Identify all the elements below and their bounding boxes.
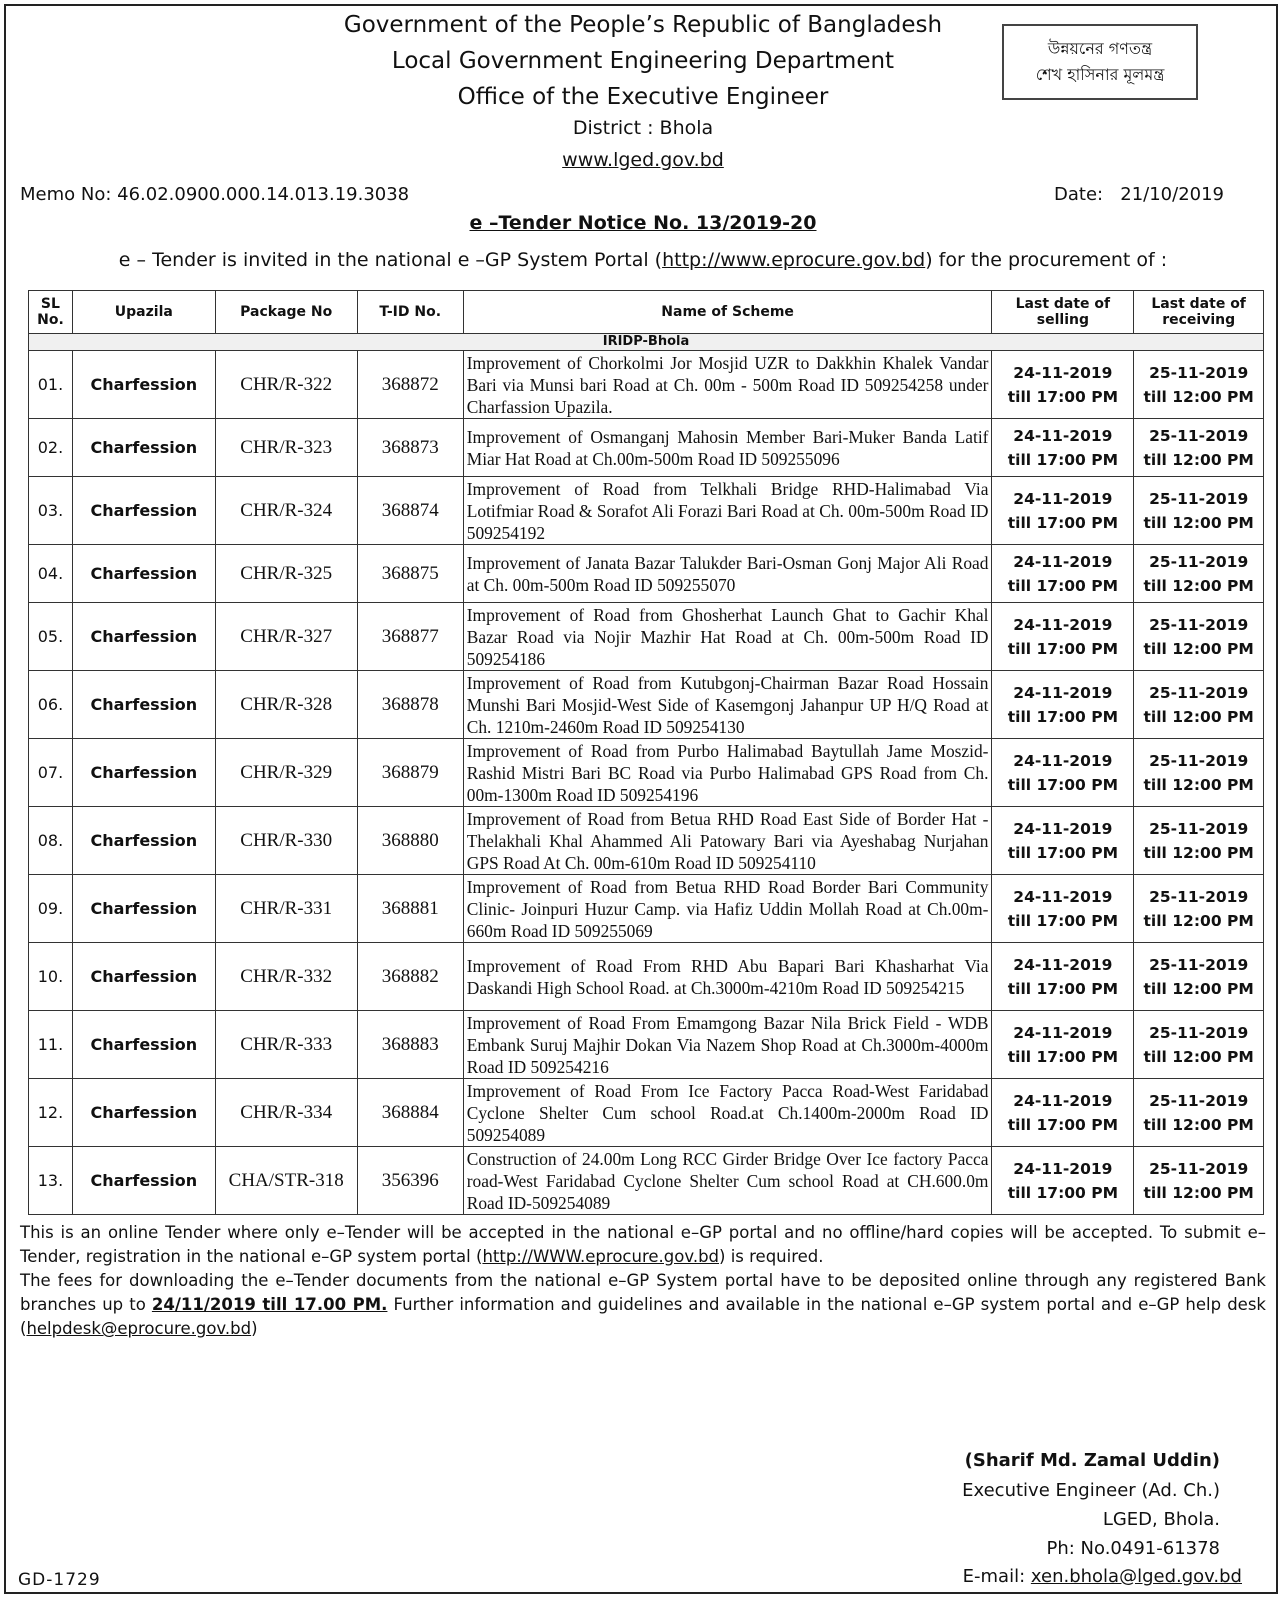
cell-scheme: Improvement of Road from Kutubgonj-Chairman Bazar Road Hossain Munshi Bari Mosjid-West Side of Kasemgonj Jahanpur UP H/Q Road at Ch. 1210m-2460m Road ID 509254130 [463, 671, 992, 739]
cell-tid: 368880 [357, 807, 463, 875]
cell-selling [992, 1079, 1134, 1147]
cell-selling [992, 477, 1134, 545]
eprocure-link[interactable]: http://www.eprocure.gov.bd [662, 249, 926, 271]
cell-selling-time: till 17:00 PM [1007, 450, 1119, 469]
cell-package: CHR/R-322 [215, 351, 357, 419]
group-label: IRIDP-Bhola [29, 334, 1264, 351]
cell-sl: 02. [29, 419, 73, 477]
cell-selling-date: 24-11-2019 [1013, 1159, 1113, 1178]
cell-receiving-time: till 12:00 PM [1143, 775, 1254, 794]
cell-sl: 05. [29, 603, 73, 671]
footer-eprocure-link[interactable]: http://WWW.eprocure.gov.bd [482, 1247, 720, 1266]
cell-selling [992, 419, 1134, 477]
col-header-package: Package No [215, 291, 357, 334]
signatory-email-line [842, 1566, 1242, 1587]
cell-receiving-time: till 12:00 PM [1143, 979, 1254, 998]
cell-scheme: Improvement of Road From Emamgong Bazar Nila Brick Field - WDB Embank Suruj Majhir Dokan Via Nazem Shop Road at Ch.3000m-4000m Road ID 509254216 [463, 1011, 992, 1079]
cell-receiving-time: till 12:00 PM [1143, 1047, 1254, 1066]
cell-receiving [1134, 671, 1264, 739]
cell-scheme: Improvement of Road from Betua RHD Road Border Bari Community Clinic- Joinpuri Huzur Camp. via Hafiz Uddin Mollah Road at Ch.00m-660m Road ID 509255069 [463, 875, 992, 943]
cell-receiving-date: 25-11-2019 [1149, 1023, 1249, 1042]
cell-receiving [1134, 875, 1264, 943]
cell-selling-date: 24-11-2019 [1013, 751, 1113, 770]
col-header-upazila: Upazila [72, 291, 215, 334]
footer-p2-more: Further information and guidelines and available in the national e–GP system portal and e–GP help desk ( [20, 1295, 1266, 1338]
cell-sl: 10. [29, 943, 73, 1011]
cell-scheme: Construction of 24.00m Long RCC Girder Bridge Over Ice factory Pacca road-West Faridabad Cyclone Shelter Cum school Road at CH.600.0m Road ID-509254089 [463, 1147, 992, 1215]
cell-package: CHR/R-323 [215, 419, 357, 477]
cell-selling [992, 351, 1134, 419]
cell-tid: 368878 [357, 671, 463, 739]
table-row [29, 739, 1264, 807]
cell-tid: 368872 [357, 351, 463, 419]
cell-receiving [1134, 1147, 1264, 1215]
cell-receiving [1134, 807, 1264, 875]
intro-text [0, 249, 1286, 271]
cell-package: CHR/R-330 [215, 807, 357, 875]
cell-receiving-date: 25-11-2019 [1149, 489, 1249, 508]
table-row [29, 1079, 1264, 1147]
cell-selling [992, 807, 1134, 875]
footer-p1-text: This is an online Tender where only e–Tender will be accepted in the national e–GP portal and no offline/hard copies will be accepted. To submit e–Tender, registration in the national e–GP system portal ( [20, 1223, 1266, 1266]
cell-upazila: Charfession [72, 603, 215, 671]
cell-receiving-date: 25-11-2019 [1149, 683, 1249, 702]
cell-selling-time: till 17:00 PM [1007, 1047, 1119, 1066]
cell-receiving-date: 25-11-2019 [1149, 887, 1249, 906]
cell-tid: 368875 [357, 545, 463, 603]
header-department: Local Government Engineering Department [391, 48, 895, 74]
cell-receiving-date: 25-11-2019 [1149, 426, 1249, 445]
cell-selling-date: 24-11-2019 [1013, 955, 1113, 974]
cell-receiving-time: till 12:00 PM [1143, 1115, 1254, 1134]
cell-package: CHA/STR-318 [215, 1147, 357, 1215]
cell-upazila: Charfession [72, 1011, 215, 1079]
cell-selling-time: till 17:00 PM [1007, 576, 1119, 595]
gd-code: GD-1729 [18, 1570, 101, 1590]
tender-table [28, 290, 1264, 1215]
cell-upazila: Charfession [72, 1079, 215, 1147]
intro-post: ) for the procurement of : [925, 249, 1168, 271]
cell-package: CHR/R-327 [215, 603, 357, 671]
cell-tid: 368883 [357, 1011, 463, 1079]
website-link[interactable]: www.lged.gov.bd [562, 149, 724, 171]
footer-paragraph-1 [20, 1221, 1266, 1269]
cell-receiving-date: 25-11-2019 [1149, 751, 1249, 770]
cell-selling-date: 24-11-2019 [1013, 489, 1113, 508]
signatory-email-link[interactable]: xen.bhola@lged.gov.bd [1030, 1566, 1242, 1587]
cell-receiving-time: till 12:00 PM [1143, 707, 1254, 726]
signatory-name: (Sharif Md. Zamal Uddin) [964, 1450, 1220, 1471]
cell-sl: 12. [29, 1079, 73, 1147]
cell-receiving-time: till 12:00 PM [1143, 450, 1254, 469]
cell-tid: 368881 [357, 875, 463, 943]
cell-sl: 04. [29, 545, 73, 603]
cell-upazila: Charfession [72, 351, 215, 419]
cell-receiving [1134, 351, 1264, 419]
cell-selling-date: 24-11-2019 [1013, 426, 1113, 445]
cell-scheme: Improvement of Road from Betua RHD Road East Side of Border Hat -Thelakhali Khal Ahammed Ali Patowary Bari via Ayeshabag Nurjahan GPS Road At Ch. 00m-610m Road ID 509254110 [463, 807, 992, 875]
cell-upazila: Charfession [72, 1147, 215, 1215]
col-header-tid: T-ID No. [357, 291, 463, 334]
cell-sl: 11. [29, 1011, 73, 1079]
cell-selling-time: till 17:00 PM [1007, 979, 1119, 998]
cell-scheme: Improvement of Road From RHD Abu Bapari Bari Khasharhat Via Daskandi High School Road. at Ch.3000m-4210m Road ID 509254215 [463, 943, 992, 1011]
cell-selling-date: 24-11-2019 [1013, 1023, 1113, 1042]
cell-receiving [1134, 545, 1264, 603]
cell-tid: 356396 [357, 1147, 463, 1215]
cell-selling-time: till 17:00 PM [1007, 911, 1119, 930]
cell-selling-date: 24-11-2019 [1013, 552, 1113, 571]
cell-package: CHR/R-332 [215, 943, 357, 1011]
cell-receiving-date: 25-11-2019 [1149, 819, 1249, 838]
cell-selling-time: till 17:00 PM [1007, 1115, 1119, 1134]
cell-selling [992, 739, 1134, 807]
header-government: Government of the People’s Republic of Bangladesh [343, 12, 943, 38]
table-header-row [29, 291, 1264, 334]
cell-tid: 368879 [357, 739, 463, 807]
col-header-selling: Last date of selling [992, 291, 1134, 334]
cell-selling-date: 24-11-2019 [1013, 363, 1113, 382]
header-website-line [0, 149, 1286, 171]
cell-receiving-time: till 12:00 PM [1143, 911, 1254, 930]
col-header-scheme: Name of Scheme [463, 291, 992, 334]
cell-selling-time: till 17:00 PM [1007, 639, 1119, 658]
cell-selling-time: till 17:00 PM [1007, 843, 1119, 862]
notice-date: Date: 21/10/2019 [1054, 184, 1224, 205]
cell-upazila: Charfession [72, 419, 215, 477]
cell-selling [992, 1011, 1134, 1079]
cell-receiving-date: 25-11-2019 [1149, 363, 1249, 382]
cell-upazila: Charfession [72, 739, 215, 807]
cell-receiving-time: till 12:00 PM [1143, 387, 1254, 406]
table-row [29, 875, 1264, 943]
slogan-line-1: উন্নয়নের গণতন্ত্র [1047, 39, 1153, 58]
cell-selling [992, 943, 1134, 1011]
cell-sl: 08. [29, 807, 73, 875]
cell-sl: 09. [29, 875, 73, 943]
cell-selling-time: till 17:00 PM [1007, 775, 1119, 794]
cell-receiving-date: 25-11-2019 [1149, 1159, 1249, 1178]
cell-receiving-date: 25-11-2019 [1149, 615, 1249, 634]
table-row [29, 603, 1264, 671]
cell-package: CHR/R-325 [215, 545, 357, 603]
cell-selling-time: till 17:00 PM [1007, 513, 1119, 532]
footer-p2-end: ) [251, 1319, 258, 1338]
col-header-receiving: Last date of receiving [1134, 291, 1264, 334]
cell-selling-date: 24-11-2019 [1013, 1091, 1113, 1110]
table-row [29, 351, 1264, 419]
cell-receiving [1134, 1079, 1264, 1147]
group-row [29, 334, 1264, 351]
cell-selling-date: 24-11-2019 [1013, 887, 1113, 906]
cell-tid: 368884 [357, 1079, 463, 1147]
table-row [29, 419, 1264, 477]
cell-scheme: Improvement of Janata Bazar Talukder Bari-Osman Gonj Major Ali Road at Ch. 00m-500m Road ID 509255070 [463, 545, 992, 603]
cell-upazila: Charfession [72, 875, 215, 943]
cell-receiving [1134, 419, 1264, 477]
table-row [29, 545, 1264, 603]
cell-receiving-time: till 12:00 PM [1143, 1183, 1254, 1202]
header-office: Office of the Executive Engineer [457, 84, 829, 110]
cell-sl: 06. [29, 671, 73, 739]
cell-package: CHR/R-334 [215, 1079, 357, 1147]
cell-sl: 03. [29, 477, 73, 545]
table-row [29, 943, 1264, 1011]
email-label: E-mail: [962, 1566, 1031, 1587]
table-row [29, 1147, 1264, 1215]
cell-receiving [1134, 943, 1264, 1011]
cell-selling [992, 545, 1134, 603]
intro-pre: e – Tender is invited in the national e –GP System Portal ( [118, 249, 663, 271]
cell-selling-time: till 17:00 PM [1007, 707, 1119, 726]
table-row [29, 477, 1264, 545]
cell-package: CHR/R-329 [215, 739, 357, 807]
cell-package: CHR/R-324 [215, 477, 357, 545]
cell-upazila: Charfession [72, 477, 215, 545]
header-district: District : Bhola [572, 117, 714, 139]
cell-selling-time: till 17:00 PM [1007, 387, 1119, 406]
cell-selling [992, 671, 1134, 739]
cell-tid: 368873 [357, 419, 463, 477]
signatory-designation: Executive Engineer (Ad. Ch.) [962, 1480, 1220, 1501]
col-header-sl: SL No. [29, 291, 73, 334]
signatory-office: LGED, Bhola. [1102, 1509, 1220, 1530]
cell-selling [992, 603, 1134, 671]
cell-selling [992, 1147, 1134, 1215]
cell-package: CHR/R-328 [215, 671, 357, 739]
cell-selling-time: till 17:00 PM [1007, 1183, 1119, 1202]
cell-upazila: Charfession [72, 943, 215, 1011]
cell-receiving [1134, 1011, 1264, 1079]
cell-selling-date: 24-11-2019 [1013, 683, 1113, 702]
cell-scheme: Improvement of Road from Telkhali Bridge RHD-Halimabad Via Lotifmiar Road & Sorafot Ali Forazi Bari Road at Ch. 00m-500m Road ID 509254192 [463, 477, 992, 545]
cell-package: CHR/R-331 [215, 875, 357, 943]
memo-number: Memo No: 46.02.0900.000.14.013.19.3038 [20, 184, 410, 205]
cell-sl: 01. [29, 351, 73, 419]
footer-paragraph-2 [20, 1269, 1266, 1341]
cell-package: CHR/R-333 [215, 1011, 357, 1079]
cell-sl: 07. [29, 739, 73, 807]
cell-receiving-date: 25-11-2019 [1149, 552, 1249, 571]
table-row [29, 671, 1264, 739]
cell-selling-date: 24-11-2019 [1013, 819, 1113, 838]
table-row [29, 807, 1264, 875]
cell-receiving-time: till 12:00 PM [1143, 576, 1254, 595]
cell-tid: 368882 [357, 943, 463, 1011]
footer-p1-end: ) is required. [719, 1247, 824, 1266]
table-row [29, 1011, 1264, 1079]
cell-upazila: Charfession [72, 545, 215, 603]
cell-scheme: Improvement of Road from Ghosherhat Launch Ghat to Gachir Khal Bazar Road via Nojir Mazhir Hat Road at Ch. 00m-500m Road ID 509254186 [463, 603, 992, 671]
cell-receiving-date: 25-11-2019 [1149, 955, 1249, 974]
cell-scheme: Improvement of Road From Ice Factory Pacca Road-West Faridabad Cyclone Shelter Cum school Road.at Ch.1400m-2000m Road ID 509254089 [463, 1079, 992, 1147]
cell-scheme: Improvement of Road from Purbo Halimabad Baytullah Jame Moszid-Rashid Mistri Bari BC Road via Purbo Halimabad GPS Road from Ch. 00m-1300m Road ID 509254196 [463, 739, 992, 807]
footer-deadline: 24/11/2019 till 17.00 PM. [151, 1295, 388, 1314]
cell-receiving-time: till 12:00 PM [1143, 639, 1254, 658]
signatory-phone: Ph: No.0491-61378 [1046, 1538, 1220, 1559]
cell-receiving [1134, 477, 1264, 545]
cell-receiving-time: till 12:00 PM [1143, 513, 1254, 532]
cell-scheme: Improvement of Chorkolmi Jor Mosjid UZR to Dakkhin Khalek Vandar Bari via Munsi bari Road at Ch. 00m - 500m Road ID 509254258 under Charfassion Upazila. [463, 351, 992, 419]
cell-selling-date: 24-11-2019 [1013, 615, 1113, 634]
cell-scheme: Improvement of Osmanganj Mahosin Member Bari-Muker Banda Latif Miar Hat Road at Ch.00m-500m Road ID 509255096 [463, 419, 992, 477]
slogan-box [1002, 24, 1198, 100]
cell-receiving [1134, 739, 1264, 807]
cell-tid: 368874 [357, 477, 463, 545]
slogan-line-2: শেখ হাসিনার মূলমন্ত্র [1035, 65, 1165, 84]
cell-sl: 13. [29, 1147, 73, 1215]
cell-receiving [1134, 603, 1264, 671]
cell-tid: 368877 [357, 603, 463, 671]
cell-selling [992, 875, 1134, 943]
notice-title: e –Tender Notice No. 13/2019-20 [469, 212, 817, 234]
helpdesk-email-link[interactable]: helpdesk@eprocure.gov.bd [26, 1319, 252, 1338]
cell-upazila: Charfession [72, 807, 215, 875]
cell-upazila: Charfession [72, 671, 215, 739]
cell-receiving-time: till 12:00 PM [1143, 843, 1254, 862]
footer-p2-text: The fees for downloading the e–Tender documents from the national e–GP System portal have to be deposited online through any registered Bank branches up to [20, 1271, 1266, 1314]
cell-receiving-date: 25-11-2019 [1149, 1091, 1249, 1110]
